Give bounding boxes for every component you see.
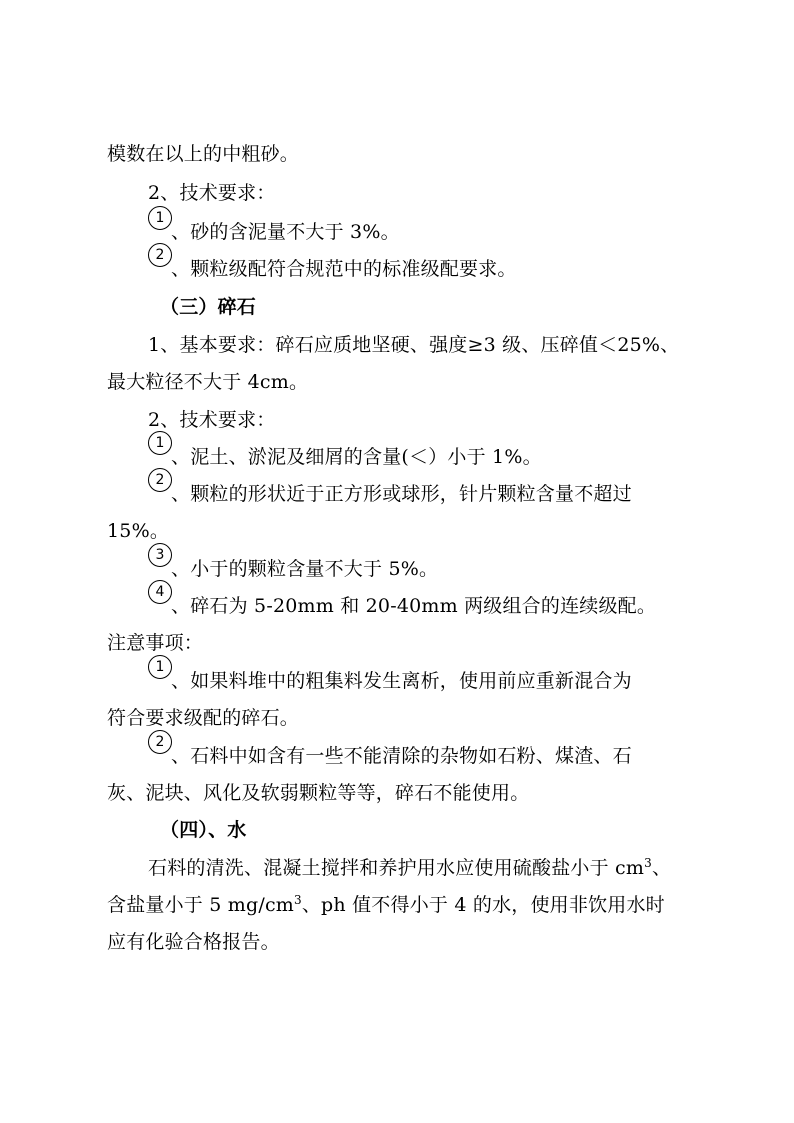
note-1: 、如果料堆中的粗集料发生离析，使用前应重新混合为 (171, 670, 632, 692)
gravel-item-1: 、泥土、淤泥及细屑的含量(＜）小于 1%。 (171, 446, 542, 468)
water-line-2-text-b: 、ph 值不得小于 4 的水，使用非饮用水时 (301, 894, 665, 916)
water-line-1-text: 石料的清洗、混凝土搅拌和养护用水应使用硫酸盐小于 cm (148, 857, 645, 879)
circled-number-4: 4 (148, 580, 172, 604)
circled-number-1: 1 (148, 655, 172, 679)
circled-number-1: 1 (148, 206, 172, 230)
water-line-2-text-a: 含盐量小于 5 mg/cm (107, 894, 295, 916)
sand-item-1: 、砂的含泥量不大于 3%。 (171, 221, 400, 243)
water-line-3: 应有化验合格报告。 (107, 931, 280, 953)
gravel-basic-line-2: 最大粒径不大于 4cm。 (107, 371, 309, 393)
gravel-item-4: 、碎石为 5-20mm 和 20-40mm 两级组合的连续级配。 (171, 595, 657, 617)
water-line-2 (107, 892, 665, 918)
note-1-cont: 符合要求级配的碎石。 (107, 707, 300, 729)
gravel-heading: （三）碎石 (160, 296, 257, 318)
circled-number-3: 3 (148, 543, 172, 567)
water-heading: （四）、水 (160, 819, 247, 841)
gravel-item-2: 、颗粒的形状近于正方形或球形，针片颗粒含量不超过 (171, 483, 632, 505)
gravel-item-2-cont: 15%。 (107, 520, 170, 542)
sand-spec-tail: 模数在以上的中粗砂。 (107, 143, 300, 165)
sand-tech-title: 2、技术要求： (148, 182, 276, 204)
circled-number-2: 2 (148, 243, 172, 267)
note-2-cont: 灰、泥块、风化及软弱颗粒等等，碎石不能使用。 (107, 782, 530, 804)
circled-number-2: 2 (148, 468, 172, 492)
gravel-basic-line-1: 1、基本要求：碎石应质地坚硬、强度≥3 级、压碎值＜25%、 (148, 334, 680, 356)
circled-number-1: 1 (148, 431, 172, 455)
superscript-3: 3 (644, 856, 652, 870)
sand-item-2: 、颗粒级配符合规范中的标准级配要求。 (171, 258, 517, 280)
gravel-tech-title: 2、技术要求： (148, 409, 276, 431)
notes-title: 注意事项： (107, 632, 204, 654)
superscript-3: 3 (294, 893, 302, 907)
gravel-item-3: 、小于的颗粒含量不大于 5%。 (171, 558, 439, 580)
water-line-1 (148, 855, 671, 881)
circled-number-2: 2 (148, 730, 172, 754)
water-line-1-end: 、 (651, 857, 672, 879)
note-2: 、石料中如含有一些不能清除的杂物如石粉、煤渣、石 (171, 745, 632, 767)
